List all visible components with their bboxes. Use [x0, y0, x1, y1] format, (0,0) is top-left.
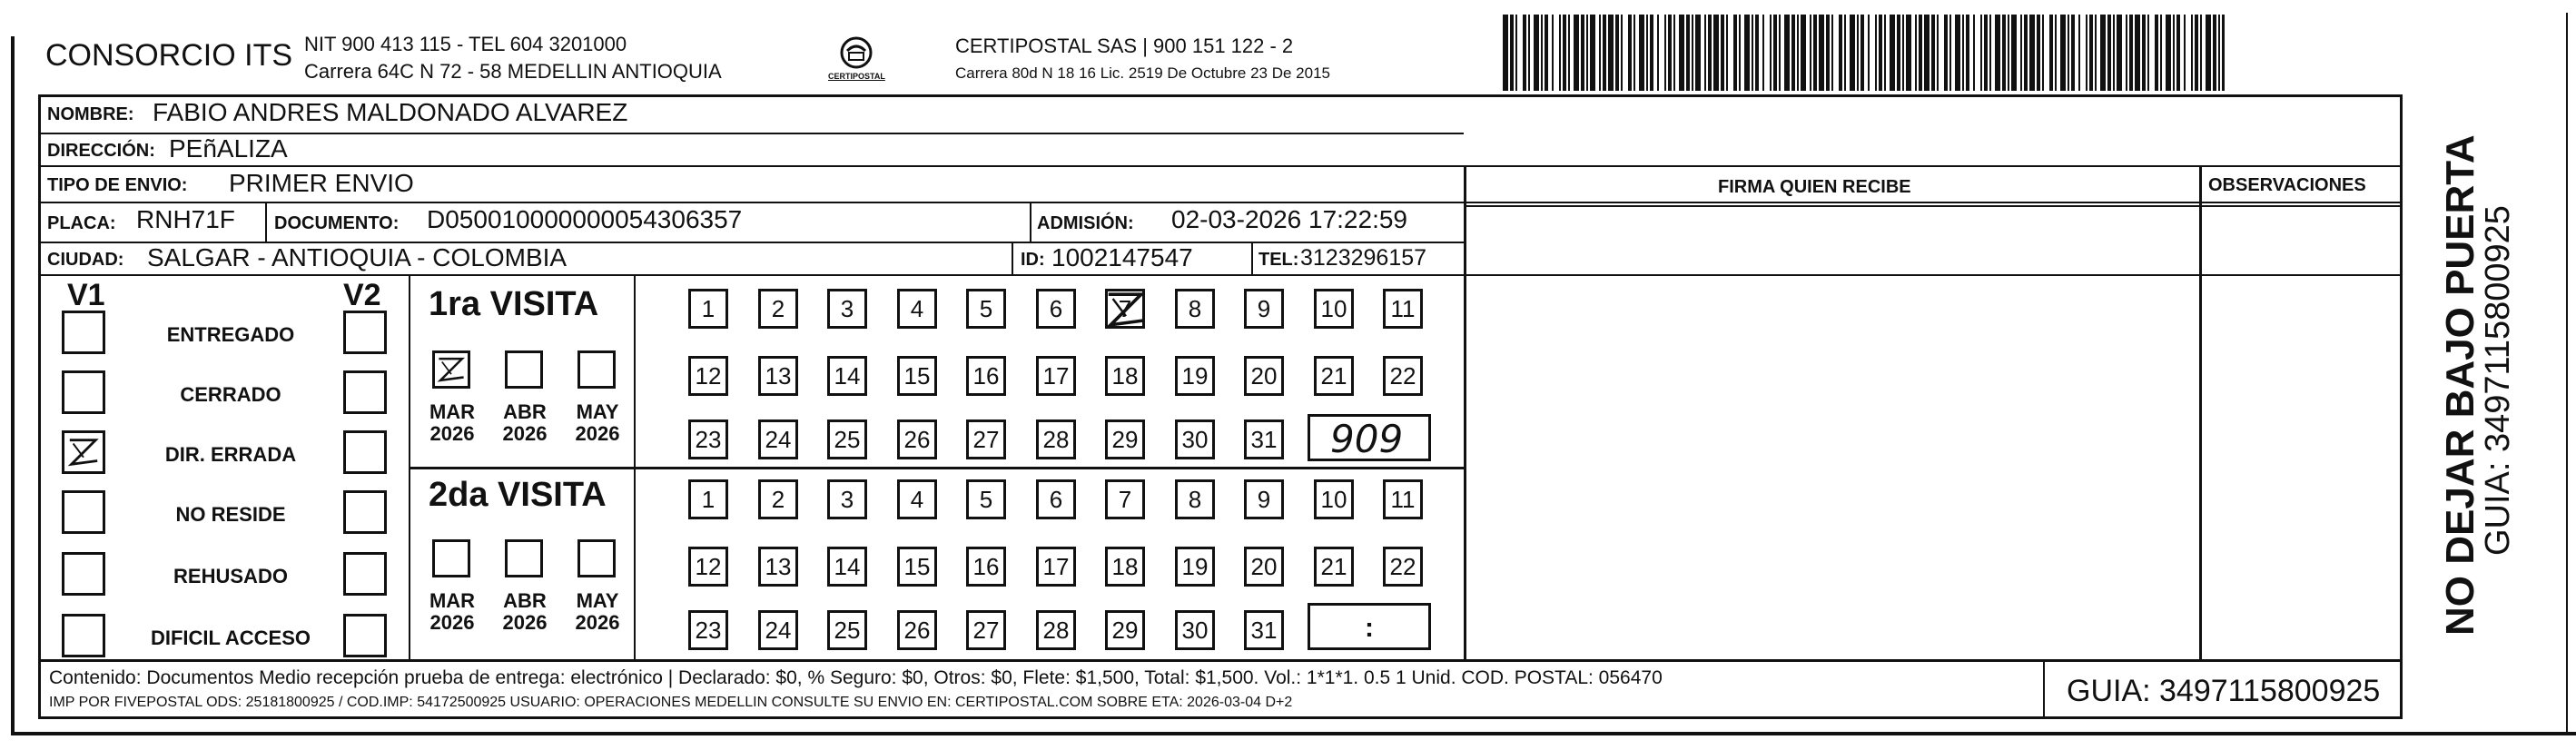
month-checkbox[interactable]	[505, 350, 543, 389]
reason-label: DIR. ERRADA	[164, 443, 297, 466]
direccion-value: PEñALIZA	[169, 134, 288, 163]
logo-text: CERTIPOSTAL	[828, 72, 885, 81]
day-box[interactable]: 24	[758, 419, 798, 459]
firma-header: FIRMA QUIEN RECIBE	[1718, 177, 1911, 197]
day-box[interactable]: 17	[1036, 547, 1076, 587]
v2-checkbox[interactable]	[343, 430, 387, 474]
day-box[interactable]: 19	[1175, 356, 1215, 396]
first-visit-title: 1ra VISITA	[429, 285, 599, 323]
day-box[interactable]: 1	[688, 289, 728, 329]
day-box[interactable]: 22	[1383, 547, 1423, 587]
first-visit-time-box	[1308, 414, 1431, 461]
day-box[interactable]: 4	[897, 479, 937, 519]
month-label: MAY 2026	[575, 589, 620, 635]
day-box[interactable]: 2	[758, 289, 798, 329]
day-box[interactable]: 14	[827, 547, 867, 587]
day-box[interactable]: 29	[1105, 610, 1145, 650]
day-box[interactable]: 16	[966, 547, 1006, 587]
day-box[interactable]: 19	[1175, 547, 1215, 587]
no-dejar-bajo-puerta: NO DEJAR BAJO PUERTA	[2438, 134, 2482, 636]
day-box[interactable]: 30	[1175, 610, 1215, 650]
day-box[interactable]: 21	[1314, 547, 1354, 587]
day-box[interactable]: 30	[1175, 419, 1215, 459]
ciudad-label: CIUDAD:	[47, 250, 124, 270]
month-checkbox[interactable]	[432, 539, 470, 577]
day-box[interactable]: 23	[688, 419, 728, 459]
month-checkbox[interactable]	[577, 539, 616, 577]
documento-label: DOCUMENTO:	[274, 213, 400, 233]
v1-checkbox[interactable]	[62, 552, 105, 596]
placa-label: PLACA:	[47, 213, 116, 233]
day-box[interactable]: 24	[758, 610, 798, 650]
second-visit-time: :	[1365, 613, 1374, 643]
reason-label: CERRADO	[180, 383, 281, 406]
day-box[interactable]: 16	[966, 356, 1006, 396]
day-box[interactable]: 2	[758, 479, 798, 519]
day-box[interactable]: 13	[758, 547, 798, 587]
company-name: CONSORCIO ITS	[45, 38, 293, 73]
second-visit-title: 2da VISITA	[429, 476, 607, 514]
month-label: MAY 2026	[575, 400, 620, 446]
observaciones-header: OBSERVACIONES	[2208, 175, 2366, 195]
tipo-envio-value: PRIMER ENVIO	[229, 169, 414, 197]
placa-value: RNH71F	[136, 205, 235, 233]
nombre-value: FABIO ANDRES MALDONADO ALVAREZ	[153, 98, 628, 126]
day-box[interactable]: 18	[1105, 547, 1145, 587]
day-box[interactable]: 18	[1105, 356, 1145, 396]
day-box[interactable]: 23	[688, 610, 728, 650]
month-label: ABR 2026	[502, 400, 548, 446]
day-box[interactable]: 31	[1244, 419, 1284, 459]
v1-checkbox[interactable]	[62, 430, 105, 474]
day-box[interactable]: 20	[1244, 547, 1284, 587]
check-mark	[1104, 288, 1148, 338]
reason-label: REHUSADO	[173, 565, 288, 587]
address-line: Carrera 64C N 72 - 58 MEDELLIN ANTIOQUIA	[304, 60, 722, 83]
day-box[interactable]: 7	[1105, 479, 1145, 519]
id-value: 1002147547	[1051, 243, 1193, 271]
v2-checkbox[interactable]	[343, 311, 387, 354]
nombre-label: NOMBRE:	[47, 104, 134, 124]
day-box[interactable]: 12	[688, 547, 728, 587]
v1-header: V1	[67, 278, 105, 312]
month-label: MAR 2026	[429, 400, 476, 446]
tel-value: 3123296157	[1300, 245, 1427, 271]
v2-checkbox[interactable]	[343, 370, 387, 414]
day-box[interactable]: 28	[1036, 610, 1076, 650]
reason-label: DIFICIL ACCESO	[150, 627, 311, 649]
ciudad-value: SALGAR - ANTIOQUIA - COLOMBIA	[147, 243, 568, 271]
v2-checkbox[interactable]	[343, 552, 387, 596]
day-box[interactable]: 26	[897, 419, 937, 459]
day-box[interactable]: 22	[1383, 356, 1423, 396]
first-visit-time: 909	[1330, 417, 1404, 461]
day-box[interactable]: 6	[1036, 479, 1076, 519]
footer-imp: IMP POR FIVEPOSTAL ODS: 25181800925 / COD.IMP: 54172500925 USUARIO: OPERACIONES MEDELLIN CONSULTE SU ENVIO EN: CERTIPOSTAL.COM SOBRE ETA: 2026-03-04 D+2	[49, 695, 1293, 710]
day-box[interactable]: 21	[1314, 356, 1354, 396]
direccion-label: DIRECCIÓN:	[47, 141, 155, 161]
frame-right	[2566, 13, 2568, 735]
day-box[interactable]: 3	[827, 479, 867, 519]
nit-line: NIT 900 413 115 - TEL 604 3201000	[304, 33, 627, 55]
day-box[interactable]: 5	[966, 289, 1006, 329]
month-label: ABR 2026	[502, 589, 548, 635]
month-label: MAR 2026	[429, 589, 476, 635]
v1-checkbox[interactable]	[62, 311, 105, 354]
day-box[interactable]: 31	[1244, 610, 1284, 650]
admision-value: 02-03-2026 17:22:59	[1171, 205, 1407, 233]
day-box[interactable]: 10	[1314, 289, 1354, 329]
day-box[interactable]: 3	[827, 289, 867, 329]
v1-checkbox[interactable]	[62, 370, 105, 414]
certipostal-logo	[824, 33, 888, 87]
day-box[interactable]: 11	[1383, 479, 1423, 519]
certipostal-line1: CERTIPOSTAL SAS | 900 151 122 - 2	[955, 35, 1294, 57]
footer-guia: GUIA: 3497115800925	[2067, 674, 2381, 708]
certipostal-line2: Carrera 80d N 18 16 Lic. 2519 De Octubre 23 De 2015	[955, 64, 1330, 82]
day-box[interactable]: 4	[897, 289, 937, 329]
day-box[interactable]: 9	[1244, 479, 1284, 519]
day-box[interactable]: 8	[1175, 289, 1215, 329]
day-box[interactable]: 5	[966, 479, 1006, 519]
check-mark	[436, 354, 467, 390]
reason-label: NO RESIDE	[175, 503, 286, 526]
frame-left	[11, 36, 15, 735]
barcode	[1503, 15, 2225, 91]
day-box[interactable]: 11	[1383, 289, 1423, 329]
day-box[interactable]: 26	[897, 610, 937, 650]
day-box[interactable]: 1	[688, 479, 728, 519]
documento-value: D050010000000054306357	[427, 205, 743, 233]
day-box[interactable]: 10	[1314, 479, 1354, 519]
day-box[interactable]: 7	[1105, 289, 1145, 329]
v2-checkbox[interactable]	[343, 614, 387, 657]
tipo-envio-label: TIPO DE ENVIO:	[47, 175, 188, 195]
day-box[interactable]: 25	[827, 610, 867, 650]
day-box[interactable]: 28	[1036, 419, 1076, 459]
month-checkbox[interactable]	[577, 350, 616, 389]
day-box[interactable]: 27	[966, 419, 1006, 459]
reason-label: ENTREGADO	[166, 323, 295, 346]
day-box[interactable]: 29	[1105, 419, 1145, 459]
day-box[interactable]: 27	[966, 610, 1006, 650]
day-box[interactable]: 12	[688, 356, 728, 396]
second-visit-time-box	[1308, 603, 1431, 650]
v2-header: V2	[343, 278, 381, 312]
id-label: ID:	[1021, 250, 1045, 270]
day-box[interactable]: 14	[827, 356, 867, 396]
check-mark	[66, 435, 101, 474]
day-box[interactable]: 20	[1244, 356, 1284, 396]
side-guia: GUIA: 3497115800925	[2479, 205, 2517, 556]
day-box[interactable]: 15	[897, 547, 937, 587]
day-box[interactable]: 9	[1244, 289, 1284, 329]
day-box[interactable]: 6	[1036, 289, 1076, 329]
day-box[interactable]: 8	[1175, 479, 1215, 519]
admision-label: ADMISIÓN:	[1037, 213, 1134, 233]
day-box[interactable]: 15	[897, 356, 937, 396]
frame-bottom	[11, 732, 2576, 735]
tel-label: TEL:	[1258, 250, 1299, 270]
day-box[interactable]: 13	[758, 356, 798, 396]
day-box[interactable]: 17	[1036, 356, 1076, 396]
v2-checkbox[interactable]	[343, 490, 387, 534]
v1-checkbox[interactable]	[62, 490, 105, 534]
month-checkbox[interactable]	[505, 539, 543, 577]
footer-contenido: Contenido: Documentos Medio recepción prueba de entrega: electrónico | Declarado: $0, % Seguro: $0, Otros: $0, Flete: $1,500, Total: $1,500. Vol.: 1*1*1. 0.5 1 Unid. COD. POSTAL: 056470	[49, 667, 1663, 688]
day-box[interactable]: 25	[827, 419, 867, 459]
month-checkbox[interactable]	[432, 350, 470, 389]
v1-checkbox[interactable]	[62, 614, 105, 657]
